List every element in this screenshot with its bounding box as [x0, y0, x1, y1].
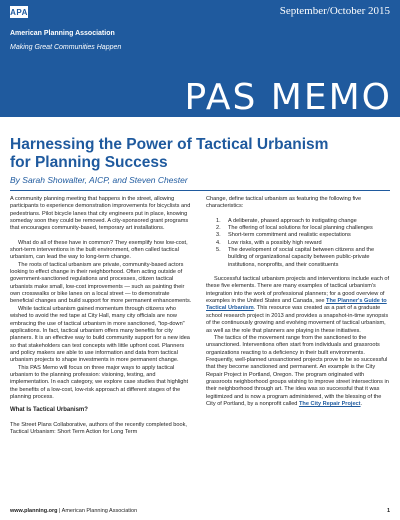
section-heading: What Is Tactical Urbanism? — [10, 407, 88, 414]
divider — [10, 190, 390, 191]
page-number: 1 — [386, 508, 390, 514]
paragraph: A community planning meeting that happens in the street, allowing participants to experience demonstration improvements for bicyclists and pedestrians. Pilot bicycle lanes that city engineers put in place, knowing someday soon they could be removed. A city-sponsored grant programs that encourages community-based, temporary art installations. — [10, 196, 191, 232]
planners-guide-link[interactable]: The Planner's Guide to Tactical Urbanism — [206, 298, 387, 312]
list-item: 5. The development of social capital between citizens and the building of organizational capacity between public-private institutions, nonprofits, and their constituents — [216, 247, 375, 268]
title-line-1: Harnessing the Power of Tactical Urbanism — [10, 136, 329, 153]
page-footer: www.planning.org | American Planning Association — [10, 508, 138, 514]
paragraph: What do all of these have in common? They exemplify how low-cost, short-term interventions in the built environment, often called tactical urbanism, can lead the way to long-term change. — [10, 239, 188, 261]
byline: By Sarah Showalter, AICP, and Steven Chester — [10, 175, 188, 185]
org-name: American Planning Association — [10, 30, 115, 37]
list-item: 1. A deliberate, phased approach to instigating change — [216, 217, 357, 224]
paragraph: The tactics of the movement range from the sanctioned to the unsanctioned. Interventions often start from individuals and grassroots organizations reacting to a deficiency in their built environments. Frequently, well-planned unsanctioned projects prove to be so successful that they become sanctioned and permanent. An example is the City Repair Project in Portland, Oregon. The program originated with grassroots neighborhood groups wishing to improve street intersections in their neighborhood through art. The idea was so successful that it was legitimized and is now a program administered, with the blessing of the City of Portland, by a nonprofit called The City Repair Project. — [206, 334, 389, 407]
city-repair-link[interactable]: The City Repair Project — [298, 400, 361, 407]
paragraph: Successful tactical urbanism projects and interventions include each of these five elements. There are many examples of tactical urbanism's integration into the work of professional planners; for a good overview of examples in the United States and Canada, see The Planner's Guide to Tactical Urbanism. This resource was created as a part of a graduate school research project in 2013 and provides a snapshot-in-time synopsis of the continuously growing and evolving movement of tactical urbanism, as well as the role that planners are playing in these initiatives. — [206, 276, 390, 334]
characteristics-list — [216, 218, 390, 269]
paragraph: Change, define tactical urbanism as featuring the following five characteristics: — [206, 196, 362, 210]
apa-logo: APA — [10, 7, 28, 17]
org-tagline: Making Great Communities Happen — [10, 44, 122, 51]
masthead — [0, 0, 400, 117]
list-item: 3. Short-term commitment and realistic expectations — [216, 232, 351, 239]
paragraph: This PAS Memo will focus on three major ways to apply tactical urbanism to the planning profession: visioning, testing, and implementation. In each category, we explore case studies that highlight the benefits of a low-cost, low-risk approach at different stages of the planning process. — [10, 364, 189, 400]
paragraph: The roots of tactical urbanism are private, community-based actors looking to effect change in their neighborhood. Often acting outside of government-sanctioned regulations and processes, citizen tactical urbanists make small, low-cost improvements — such as painting their own crosswalks or bike lanes on a local street — to demonstrate beneficial changes and build support for more permanent enhancements. — [10, 261, 192, 305]
paragraph: The Street Plans Collaborative, authors of the recently completed book, Tactical Urbanism: Short Term Action for Long Term — [10, 421, 187, 435]
article-title — [10, 136, 390, 172]
title-line-2: for Planning Success — [10, 154, 168, 171]
footer-org: American Planning Association — [61, 508, 138, 514]
list-item: 4. Low risks, with a possibly high reward — [216, 239, 322, 246]
footer-url[interactable]: www.planning.org — [10, 508, 58, 514]
list-item: 2. The offering of local solutions for local planning challenges — [216, 225, 373, 232]
paragraph: While tactical urbanism gained momentum through citizens who wished to avoid the red tape at City Hall, many city officials are now embracing the use of tactical urbanism in more sanctioned, "top-down" applications. In fact, tactical urbanism offers many benefits for city planners. It is an effective way to build community support for a new idea so that stakeholders can test concepts with little upfront cost. Planners and policy makers are able to use information and data from tactical urbanism projects to shape investments in more permanent change. — [10, 305, 190, 364]
issue-date: September/October 2015 — [279, 5, 390, 17]
left-column — [10, 196, 194, 443]
series-title: PAS MEMO — [184, 77, 392, 118]
right-column — [206, 196, 390, 408]
